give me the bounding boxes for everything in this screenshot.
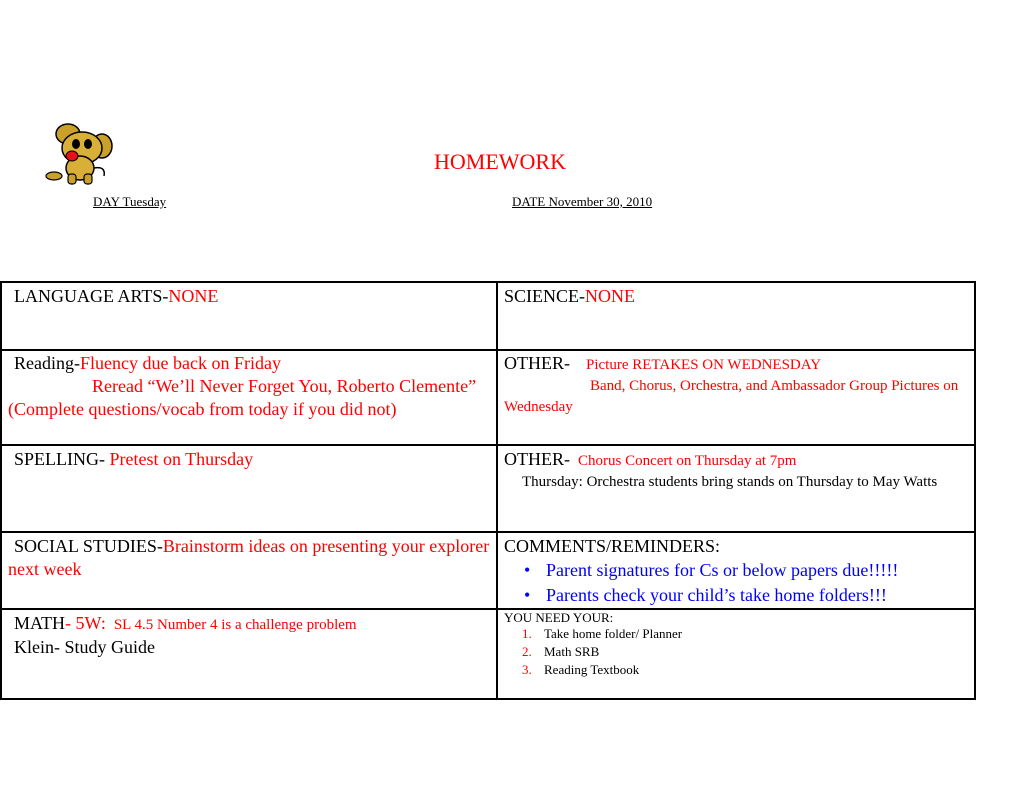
- other-concert-cell: [497, 445, 975, 532]
- dog-mascot-icon: [44, 120, 114, 186]
- spelling-cell: [1, 445, 497, 532]
- spelling-label: SPELLING-: [14, 449, 110, 469]
- other-pictures-cell: [497, 350, 975, 445]
- reading-value: Fluency due back on Friday: [79, 353, 281, 373]
- group-pictures-note: Band, Chorus, Orchestra, and Ambassador Group Pictures on Wednesday: [504, 378, 959, 415]
- language-arts-value: NONE: [168, 286, 219, 306]
- language-arts-label: LANGUAGE ARTS-: [14, 286, 169, 306]
- you-need-cell: [497, 609, 975, 699]
- list-item: 3. Reading Textbook: [522, 662, 640, 677]
- science-value: NONE: [585, 286, 635, 306]
- reading-cell: [1, 350, 497, 445]
- list-item: 2. Math SRB: [522, 644, 600, 659]
- list-item: 1. Take home folder/ Planner: [522, 626, 683, 641]
- science-label: SCIENCE-: [504, 286, 585, 306]
- list-item: • Parent signatures for Cs or below papers due!!!!!: [546, 558, 974, 583]
- math-label-suffix: - 5W:: [65, 613, 106, 633]
- table-row: [1, 609, 975, 699]
- homework-table: [0, 281, 976, 700]
- other-label: OTHER-: [504, 449, 570, 469]
- date-field: DATE November 30, 2010: [512, 194, 653, 209]
- list-item: • Parents check your child’s take home folders!!!: [546, 583, 974, 608]
- page-title: HOMEWORK: [434, 149, 566, 174]
- chorus-concert-note: Chorus Concert on Thursday at 7pm: [578, 453, 797, 469]
- you-need-label: YOU NEED YOUR:: [504, 610, 614, 625]
- table-row: [1, 532, 975, 609]
- table-row: [1, 350, 975, 445]
- spelling-value: Pretest on Thursday: [109, 449, 254, 469]
- table-row: [1, 282, 975, 350]
- bullet-icon: •: [524, 585, 531, 605]
- comments-reminders-cell: [497, 532, 975, 609]
- science-cell: [497, 282, 975, 350]
- social-studies-value: Brainstorm ideas on presenting your explorer next week: [8, 536, 490, 579]
- math-assignment: SL 4.5 Number 4 is a challenge problem: [113, 617, 357, 633]
- table-row: [1, 445, 975, 532]
- reminders-list: [498, 558, 974, 608]
- social-studies-cell: [1, 532, 497, 609]
- math-label: MATH: [14, 613, 66, 633]
- picture-retakes: Picture RETAKES ON WEDNESDAY: [586, 357, 822, 373]
- supplies-list: [498, 625, 974, 679]
- comments-label: COMMENTS/REMINDERS:: [504, 536, 721, 556]
- klein-study-guide: Klein- Study Guide: [14, 637, 155, 657]
- math-cell: [1, 609, 497, 699]
- bullet-icon: •: [524, 560, 531, 580]
- reading-details: Reread “We’ll Never Forget You, Roberto Clemente” (Complete questions/vocab from today if you did not): [8, 376, 477, 419]
- orchestra-stands-note: Thursday: Orchestra students bring stands on Thursday to May Watts: [522, 474, 938, 490]
- reading-label: Reading-: [14, 353, 80, 373]
- language-arts-cell: [1, 282, 497, 350]
- other-label: OTHER-: [504, 353, 570, 373]
- day-field: DAY Tuesday: [93, 194, 167, 209]
- social-studies-label: SOCIAL STUDIES-: [14, 536, 163, 556]
